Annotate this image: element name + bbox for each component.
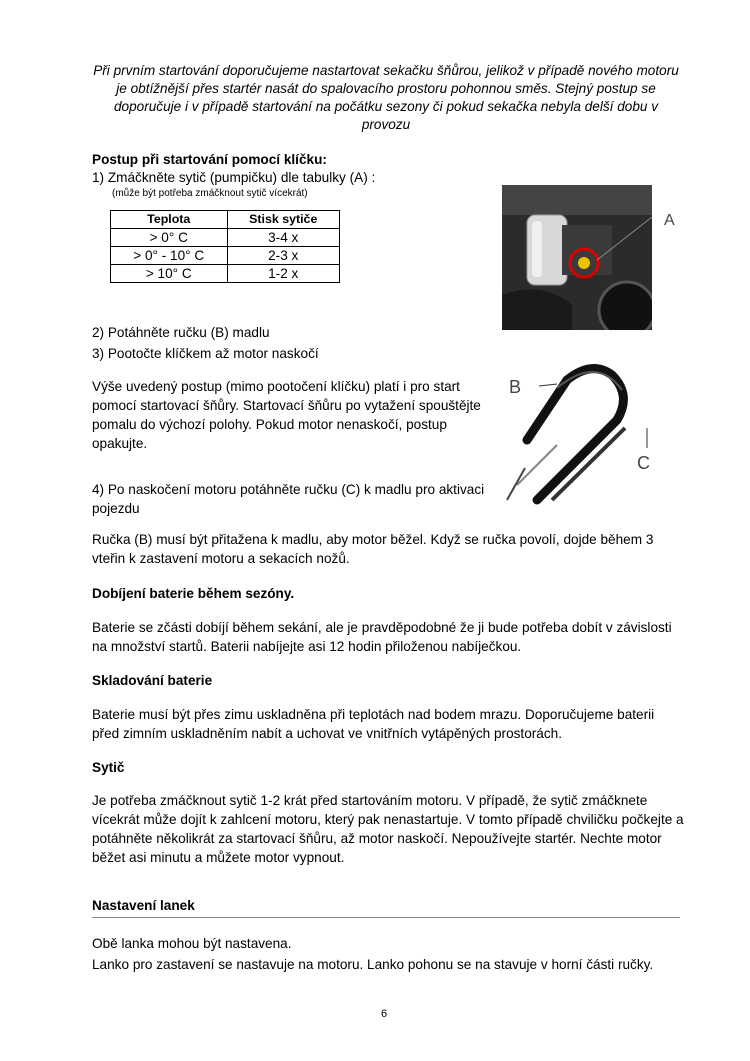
step-4: 4) Po naskočení motoru potáhněte ručku (C) k madlu pro aktivaci pojezdu	[92, 482, 485, 516]
step-3: 3) Pootočte klíčkem až motor naskočí	[92, 346, 319, 361]
handle-paragraph: Ručka (B) musí být přitažena k madlu, aby motor běžel. Když se ručka povolí, dojde během 3 vteřin k zastavení motoru a sekacích nožů.	[92, 532, 654, 566]
primer-photo-illustration	[502, 185, 652, 330]
primer-photo	[502, 185, 652, 330]
table-cell: 3-4 x	[227, 229, 340, 247]
table-row	[111, 247, 340, 265]
battery-charge-text: Baterie se zčásti dobíjí během sekání, ale je pravděpodobné že ji bude potřeba dobít v závislosti na množství startů. Baterii nabíjejte asi 12 hodin přiloženou nabíječkou.	[92, 620, 672, 654]
key-start-heading: Postup při startování pomocí klíčku:	[92, 152, 327, 167]
cables-heading: Nastavení lanek	[92, 896, 680, 918]
table-row	[111, 229, 340, 247]
step-2: 2) Potáhněte ručku (B) madlu	[92, 325, 270, 340]
table-cell: 1-2 x	[227, 265, 340, 283]
table-header-row	[111, 211, 340, 229]
table-header: Teplota	[111, 211, 228, 229]
start-cord-paragraph: Výše uvedený postup (mimo pootočení klíčku) platí i pro start pomocí startovací šňůry. Startovací šňůru po vytažení spouštějte pomalu do výchozí polohy. Pokud motor nenaskočí, postup opakujte.	[92, 379, 481, 451]
table-cell: > 0° - 10° C	[111, 247, 228, 265]
table-row	[111, 265, 340, 283]
table-header: Stisk sytiče	[227, 211, 340, 229]
choke-heading: Sytič	[92, 760, 125, 775]
label-c: C	[637, 453, 650, 473]
cables-line-2: Lanko pro zastavení se nastavuje na motoru. Lanko pohonu se na stavuje v horní části ručky.	[92, 957, 654, 972]
battery-storage-heading: Skladování baterie	[92, 673, 213, 688]
label-b: B	[509, 377, 522, 397]
cables-line-1: Obě lanka mohou být nastavena.	[92, 936, 292, 951]
step-1-note: (může být potřeba zmáčknout sytič vícekrát)	[112, 188, 308, 199]
handle-illustration	[497, 350, 655, 505]
table-cell: 2-3 x	[227, 247, 340, 265]
intro-paragraph: Při prvním startování doporučujeme nastartovat sekačku šňůrou, jelikož v případě nového motoru je obtížnější přes startér nasát do spalovacího prostoru pohonnou směs. Stejný postup se doporučuje i v případě startování na počátku sezony či pokud sekačka nebyla delší dobu v provozu	[93, 63, 679, 132]
choke-table	[110, 210, 340, 283]
table-cell: > 10° C	[111, 265, 228, 283]
battery-storage-text: Baterie musí být přes zimu uskladněna při teplotách nad bodem mrazu. Doporučujeme baterii před zimním uskladněním nabít a uchovat ve vnitřních vytápěných prostorách.	[92, 707, 655, 741]
table-cell: > 0° C	[111, 229, 228, 247]
page-number: 6	[380, 1008, 388, 1020]
label-a: A	[664, 212, 675, 229]
choke-text: Je potřeba zmáčknout sytič 1-2 krát před startováním motoru. V případě, že sytič zmáčknete vícekrát může dojít k zahlcení motoru, který pak nenastartuje. V tomto případě chviličku počkejte a potáhněte několikrát za startovací šňůru, až motor naskočí. Nepoužívejte startér. Nechte motor běžet asi minutu a můžete motor vypnout.	[92, 793, 684, 865]
battery-charge-heading: Dobíjení baterie během sezóny.	[92, 586, 295, 601]
step-1: 1) Zmáčkněte sytič (pumpičku) dle tabulky (A) :	[92, 170, 376, 185]
handle-photo	[497, 350, 655, 505]
